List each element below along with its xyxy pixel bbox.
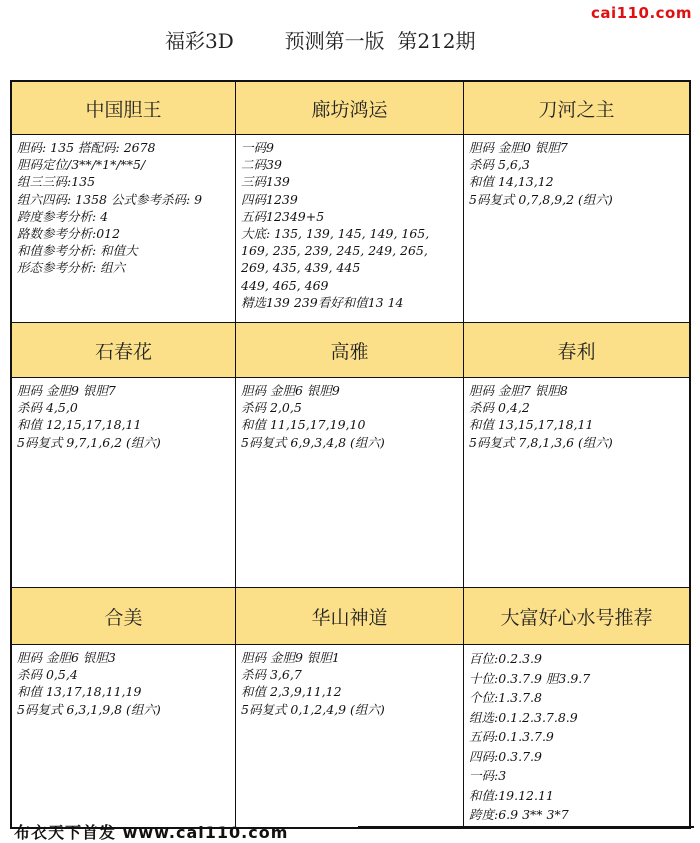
content-line: 杀码 0,4,2 — [469, 400, 530, 416]
expert-heading: 石春花 — [12, 323, 235, 378]
expert-content — [12, 378, 235, 587]
expert-cell — [12, 323, 236, 588]
content-line: 四码:0.3.7.9 — [469, 748, 542, 764]
content-line: 胆码定位/3**/*1*/**5/ — [17, 157, 146, 173]
content-line: 十位:0.3.7.9 胆3.9.7 — [469, 670, 591, 686]
content-line: 和值 2,3,9,11,12 — [241, 684, 342, 700]
content-line: 胆码: 135 搭配码: 2678 — [17, 140, 156, 155]
title-bar — [10, 18, 516, 78]
content-line: 组选:0.1.2.3.7.8.9 — [469, 709, 578, 725]
content-line: 5码复式 0,1,2,4,9 (组六) — [241, 701, 385, 717]
expert-heading: 大富好心水号推荐 — [464, 588, 689, 645]
content-line: 五码12349+5 — [241, 208, 325, 224]
content-line: 和值 13,15,17,18,11 — [469, 417, 594, 433]
content-line: 胆码 金胆9 银胆7 — [17, 383, 116, 398]
content-line: 胆码 金胆6 银胆3 — [17, 650, 116, 665]
expert-content — [464, 135, 689, 322]
content-line: 5码复式 7,8,1,3,6 (组六) — [469, 434, 613, 450]
content-line: 形态参考分析: 组六 — [17, 260, 126, 276]
expert-heading: 合美 — [12, 588, 235, 645]
expert-content — [236, 135, 463, 322]
expert-cell — [464, 82, 689, 323]
expert-cell — [464, 323, 689, 588]
expert-cell — [12, 588, 236, 827]
site-link[interactable]: cai110.com — [591, 4, 692, 22]
footer-divider — [358, 826, 694, 828]
content-line: 大底: 135, 139, 145, 149, 165, 169, 235, 239, 245, 249, 265, 269, 435, 439, 445 — [241, 226, 430, 276]
content-line: 5码复式 0,7,8,9,2 (组六) — [469, 191, 613, 207]
expert-content — [236, 645, 463, 827]
content-line: 三码139 — [241, 174, 290, 190]
content-line: 胆码 金胆0 银胆7 — [469, 140, 568, 155]
footer-watermark: 布衣天下首发 www.cai110.com — [14, 823, 289, 842]
content-line: 五码:0.1.3.7.9 — [469, 729, 554, 744]
content-line: 二码39 — [241, 157, 282, 173]
content-line: 杀码 4,5,0 — [17, 400, 78, 416]
content-line: 和值:19.12.11 — [469, 787, 554, 803]
content-line: 杀码 5,6,3 — [469, 157, 530, 173]
content-line: 和值参考分析: 和值大 — [17, 243, 138, 259]
content-line: 杀码 2,0,5 — [241, 400, 302, 416]
expert-heading: 高雅 — [236, 323, 463, 378]
expert-heading: 春利 — [464, 323, 689, 378]
content-line: 跨度:6.9 3** 3*7 — [469, 807, 569, 822]
expert-heading: 廊坊鸿运 — [236, 82, 463, 135]
content-line: 杀码 0,5,4 — [17, 667, 78, 683]
content-line: 和值 12,15,17,18,11 — [17, 417, 142, 433]
expert-heading: 华山神道 — [236, 588, 463, 645]
content-line: 5码复式 9,7,1,6,2 (组六) — [17, 434, 161, 450]
prediction-grid — [10, 80, 691, 829]
expert-cell — [236, 588, 464, 827]
content-line: 449, 465, 469 — [241, 277, 329, 293]
expert-heading: 刀河之主 — [464, 82, 689, 135]
content-line: 和值 13,17,18,11,19 — [17, 684, 142, 700]
content-line: 一码9 — [241, 140, 274, 155]
content-line: 路数参考分析:012 — [17, 226, 121, 242]
expert-cell — [464, 588, 689, 827]
content-line: 组三三码:135 — [17, 174, 96, 190]
expert-content — [464, 378, 689, 587]
expert-heading: 中国胆王 — [12, 82, 235, 135]
content-line: 一码:3 — [469, 768, 507, 783]
expert-cell — [236, 82, 464, 323]
content-line: 精选139 239看好和值13 14 — [241, 294, 404, 310]
content-line: 胆码 金胆9 银胆1 — [241, 650, 340, 665]
content-line: 百位:0.2.3.9 — [469, 651, 542, 666]
content-line: 个位:1.3.7.8 — [469, 690, 542, 705]
content-line: 胆码 金胆6 银胆9 — [241, 383, 340, 398]
content-line: 四码1239 — [241, 191, 298, 207]
content-line: 和值 11,15,17,19,10 — [241, 417, 366, 433]
expert-content — [12, 135, 235, 322]
content-line: 杀码 3,6,7 — [241, 667, 302, 683]
expert-content — [12, 645, 235, 827]
expert-cell — [236, 323, 464, 588]
content-line: 跨度参考分析: 4 — [17, 208, 109, 224]
content-line: 组六四码: 1358 公式参考杀码: 9 — [17, 191, 203, 207]
page-title: 福彩3D 预测第一版 第212期 — [165, 29, 476, 53]
content-line: 5码复式 6,3,1,9,8 (组六) — [17, 701, 161, 717]
content-line: 胆码 金胆7 银胆8 — [469, 383, 568, 398]
content-line: 5码复式 6,9,3,4,8 (组六) — [241, 434, 385, 450]
expert-content — [464, 645, 689, 827]
expert-content — [236, 378, 463, 587]
expert-cell — [12, 82, 236, 323]
content-line: 和值 14,13,12 — [469, 174, 554, 190]
